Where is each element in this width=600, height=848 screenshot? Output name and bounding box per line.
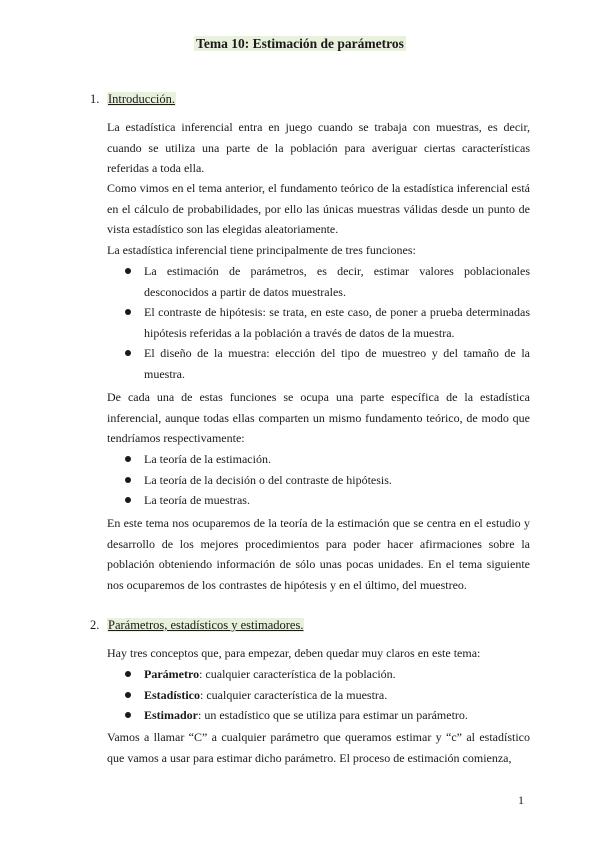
list-item: El contraste de hipótesis: se trata, en este caso, de poner a prueba determinadas hipótesis referidas a la población a través de datos de la muestra. [107, 302, 530, 343]
list-item: Parámetro: cualquier característica de la población. [107, 664, 530, 685]
list-item: El diseño de la muestra: elección del tipo de muestreo y del tamaño de la muestra. [107, 343, 530, 384]
section-1-heading [90, 92, 176, 107]
paragraph: En este tema nos ocuparemos de la teoría de la estimación que se centra en el estudio y desarrollo de los mejores procedimientos para poder hacer afirmaciones sobre la población obteniendo información de sólo unas pocas unidades. En el tema siguiente nos ocuparemos de los contrastes de hipótesis y en el último, del muestreo. [107, 516, 530, 592]
bullet-icon [125, 671, 131, 677]
section-title: Parámetros, estadísticos y estimadores. [108, 618, 304, 632]
section-number: 1. [90, 92, 100, 106]
list-item: La estimación de parámetros, es decir, estimar valores poblacionales desconocidos a partir de datos muestrales. [107, 261, 530, 302]
concepts-list [107, 664, 530, 726]
paragraph: La estadística inferencial tiene principalmente de tres funciones: [107, 243, 416, 257]
section-2-heading [90, 618, 304, 633]
list-item: La teoría de muestras. [107, 490, 530, 511]
document-title: Tema 10: Estimación de parámetros [196, 36, 404, 51]
bullet-icon [125, 309, 131, 315]
paragraph: Hay tres conceptos que, para empezar, deben quedar muy claros en este tema: [107, 646, 481, 660]
list-item: Estadístico: cualquier característica de la muestra. [107, 685, 530, 706]
bullet-icon [125, 456, 131, 462]
bullet-icon [125, 477, 131, 483]
paragraph: Vamos a llamar “C” a cualquier parámetro que queramos estimar y “c” al estadístico que vamos a usar para estimar dicho parámetro. El proceso de estimación comienza, [107, 730, 530, 765]
bullet-icon [125, 350, 131, 356]
bullet-icon [125, 497, 131, 503]
term: Estimador [144, 708, 198, 722]
section-title: Introducción. [108, 92, 175, 106]
paragraph: De cada una de estas funciones se ocupa una parte específica de la estadística inferencial, aunque todas ellas comparten un mismo fundamento teórico, de modo que tendríamos respectivamente: [107, 390, 530, 445]
page-number: 1 [518, 793, 524, 807]
paragraph: Como vimos en el tema anterior, el fundamento teórico de la estadística inferencial está en el cálculo de probabilidades, por ello las únicas muestras válidas desde un punto de vista estadístico son las elegidas aleatoriamente. [107, 181, 530, 236]
bullet-icon [125, 712, 131, 718]
term: Estadístico [144, 687, 201, 702]
section-number: 2. [90, 618, 100, 632]
theories-list [107, 449, 530, 511]
list-item: La teoría de la decisión o del contraste de hipótesis. [107, 470, 530, 491]
bullet-icon [125, 692, 131, 698]
list-item: La teoría de la estimación. [107, 449, 530, 470]
bullet-icon [125, 268, 131, 274]
paragraph: La estadística inferencial entra en juego cuando se trabaja con muestras, es decir, cuando se utiliza una parte de la población para averiguar ciertas características referidas a toda ella. [107, 120, 530, 175]
functions-list [107, 261, 530, 384]
term: Parámetro [144, 667, 200, 681]
list-item: Estimador: un estadístico que se utiliza para estimar un parámetro. [107, 705, 530, 726]
